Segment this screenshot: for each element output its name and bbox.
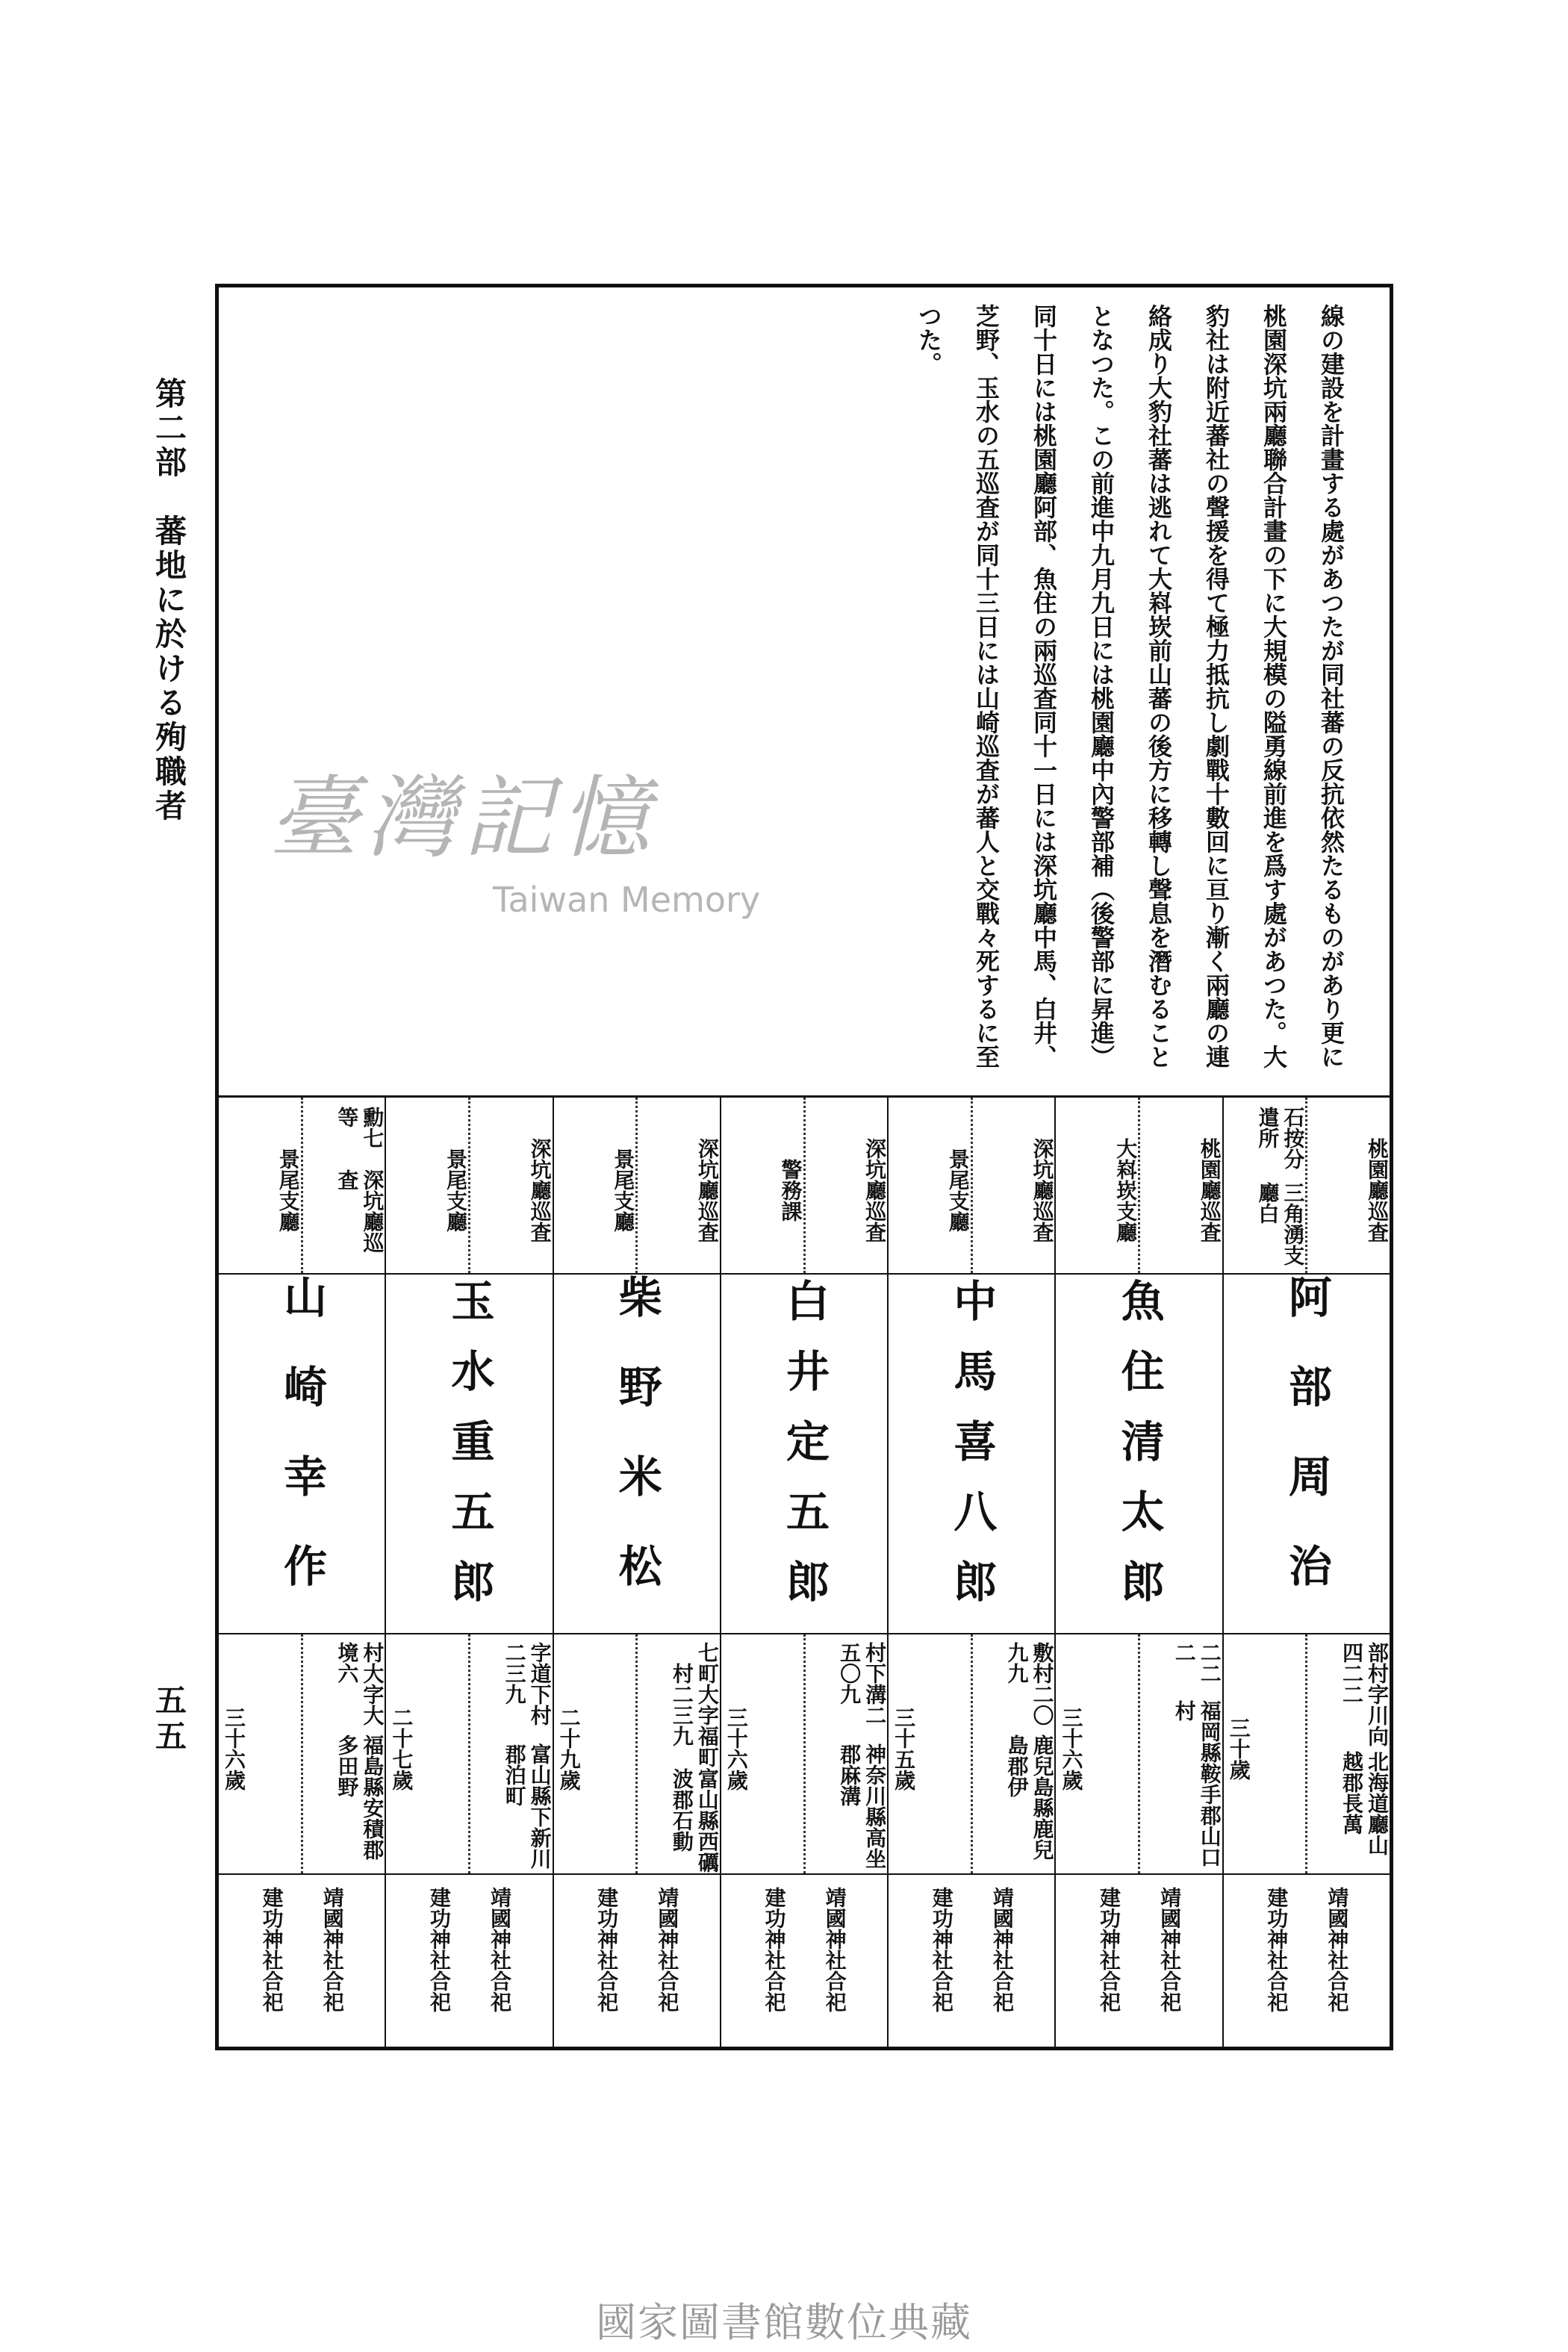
address-cell: [1138, 1634, 1222, 1873]
shrine-enshrinement: 靖國神社合祀: [822, 1887, 847, 2012]
rank-cell: [803, 1098, 888, 1273]
body-line: となつた。この前進中九月九日には桃園廳中內警部補（後警部に昇進）: [1087, 304, 1116, 1068]
body-line: つた。: [915, 304, 943, 376]
person-name: 柴野米松: [611, 1275, 662, 1633]
shrine-enshrinement: 靖國神社合祀: [989, 1887, 1015, 2012]
shrine-enshrinement: 靖國神社合祀: [488, 1887, 513, 2012]
address-line: 敷村二〇九九: [1004, 1642, 1055, 1726]
body-line: 同十日には桃園廳阿部、魚住の兩巡査同十一日には深坑廳中馬、白井、: [1030, 304, 1058, 1068]
shrine-enshrinement: 建功神社合祀: [1264, 1887, 1289, 2012]
address-cell: [301, 1634, 385, 1873]
address-cell: [1305, 1634, 1390, 1873]
shrine-enshrinement: 靖國神社合祀: [320, 1887, 345, 2012]
rank-line: 深坑廳巡査: [527, 1137, 553, 1242]
shrine-enshrinement: 靖國神社合祀: [655, 1887, 680, 2012]
address-line: 町大字福町村二三九: [669, 1663, 720, 1767]
address-line: 部村字川向四二二: [1340, 1642, 1390, 1746]
age-cell: 三十六歲: [1059, 1707, 1084, 1791]
record-header: [721, 1098, 887, 1275]
body-line: 線の建設を計畫する處があつたが同社蕃の反抗依然たるものがあり更に: [1317, 304, 1345, 1068]
person-name: 中馬喜八郎: [946, 1278, 998, 1629]
shrine-row: [1056, 1875, 1222, 2047]
person-name: 魚住清太郎: [1113, 1278, 1165, 1629]
address-cell: [635, 1634, 720, 1873]
address-row: [219, 1634, 385, 1875]
age-cell: 二十七歲: [389, 1707, 414, 1791]
unit-line: 景尾支廳: [276, 1148, 301, 1232]
rank-cell: [301, 1098, 385, 1273]
body-line: 桃園深坑兩廳聯合計畫の下に大規模の隘勇線前進を爲す處があつた。大: [1260, 304, 1288, 1068]
rank-cell: [971, 1098, 1055, 1273]
address-line: 村大字大境六: [335, 1642, 385, 1726]
address-line: 富山縣下新川郡泊町: [502, 1743, 553, 1869]
rank-cell: [1138, 1098, 1222, 1273]
address-line: 字道下村二三九: [502, 1642, 553, 1726]
record-header: [554, 1098, 720, 1275]
record-header: [1056, 1098, 1222, 1275]
rank-line: 桃園廳巡査: [1197, 1137, 1222, 1242]
rank-line: 深坑廳巡査: [862, 1137, 888, 1242]
memorial-table: [219, 1095, 1390, 2047]
shrine-enshrinement: 建功神社合祀: [426, 1887, 452, 2012]
record-header: [386, 1098, 552, 1275]
address-line: 北海道廳山越郡長萬: [1340, 1750, 1390, 1855]
address-cell: [468, 1634, 553, 1873]
unit-line: 景尾支廳: [945, 1148, 971, 1232]
unit-line: 石按分遣所: [1255, 1107, 1306, 1169]
record-column: [887, 1098, 1054, 2047]
record-column: [219, 1098, 385, 2047]
part-title: 第二部 蕃地に於ける殉職者: [151, 377, 187, 824]
age-cell: 三十五歲: [892, 1707, 917, 1791]
address-line: 富山縣西礪波郡石動: [669, 1768, 720, 1873]
shrine-row: [721, 1875, 887, 2047]
unit-line: 大嵙崁支廳: [1113, 1137, 1139, 1242]
unit-line: 警務課: [778, 1158, 803, 1222]
shrine-enshrinement: 建功神社合祀: [762, 1887, 787, 2012]
address-line: 福島縣安積郡多田野: [335, 1735, 385, 1860]
rank-line: 勳七等: [335, 1107, 385, 1148]
unit-cell: [1224, 1098, 1306, 1273]
address-row: [386, 1634, 552, 1875]
name-cell: [889, 1275, 1054, 1634]
shrine-row: [386, 1875, 552, 2047]
unit-cell: [219, 1098, 301, 1273]
unit-cell: [554, 1098, 636, 1273]
address-cell: [971, 1634, 1055, 1873]
shrine-enshrinement: 靖國神社合祀: [1325, 1887, 1350, 2012]
record-header: [889, 1098, 1054, 1275]
address-row: [1224, 1634, 1390, 1875]
record-column: [1054, 1098, 1222, 2047]
record-column: [385, 1098, 552, 2047]
address-line: 鹿兒島縣鹿兒島郡伊: [1004, 1735, 1055, 1860]
name-cell: [386, 1275, 552, 1634]
address-row: [554, 1634, 720, 1875]
rank-cell: [635, 1098, 720, 1273]
shrine-enshrinement: 建功神社合祀: [259, 1887, 284, 2012]
library-footer: 國家圖書館數位典藏: [596, 2299, 972, 2346]
page-frame: [215, 284, 1393, 2050]
body-line: 芝野、玉水の五巡査が同十三日には山崎巡査が蕃人と交戰々死するに至: [972, 304, 1001, 1068]
record-column: [1222, 1098, 1390, 2047]
shrine-row: [219, 1875, 385, 2047]
shrine-row: [889, 1875, 1054, 2047]
rank-line: 深坑廳巡査: [694, 1137, 720, 1242]
record-column: [720, 1098, 887, 2047]
shrine-enshrinement: 建功神社合祀: [1097, 1887, 1121, 2012]
person-name: 山崎幸作: [276, 1275, 328, 1633]
address-row: [721, 1634, 887, 1875]
unit-cell: [386, 1098, 468, 1273]
unit-cell: [889, 1098, 971, 1273]
address-line: 神奈川縣高坐郡麻溝: [837, 1743, 888, 1869]
unit-cell: [721, 1098, 803, 1273]
address-line: 村下溝二五〇九: [837, 1642, 888, 1726]
age-cell: 三十六歲: [724, 1707, 749, 1791]
unit-line: 景尾支廳: [611, 1148, 636, 1232]
body-text: [900, 304, 1360, 1095]
record-header: [1224, 1098, 1390, 1275]
watermark-chinese: 臺灣記憶: [269, 767, 657, 871]
address-line: 二二二: [1172, 1642, 1222, 1684]
address-row: [1056, 1634, 1222, 1875]
age-cell: 三十歲: [1226, 1717, 1251, 1780]
body-line: 絡成り大豹社蕃は逃れて大嵙崁前山蕃の後方に移轉し聲息を潛むること: [1145, 304, 1173, 1068]
address-row: [889, 1634, 1054, 1875]
shrine-row: [1224, 1875, 1390, 2047]
record-column: [553, 1098, 720, 2047]
address-line: 福岡縣鞍手郡山口村: [1172, 1699, 1222, 1867]
unit-line: 三角湧支廳白: [1255, 1182, 1306, 1266]
unit-line: 景尾支廳: [443, 1148, 468, 1232]
shrine-row: [554, 1875, 720, 2047]
name-cell: [1224, 1275, 1390, 1634]
watermark-english: Taiwan Memory: [493, 880, 761, 920]
age-cell: 二十九歲: [556, 1707, 582, 1791]
person-name: 阿部周治: [1281, 1275, 1332, 1633]
address-cell: [803, 1634, 888, 1873]
address-line: 七: [694, 1642, 720, 1663]
shrine-enshrinement: 建功神社合祀: [929, 1887, 954, 2012]
age-cell: 三十六歲: [222, 1707, 247, 1791]
name-cell: [1056, 1275, 1222, 1634]
unit-cell: [1056, 1098, 1138, 1273]
person-name: 玉水重五郎: [444, 1278, 495, 1629]
person-name: 白井定五郎: [779, 1278, 830, 1629]
name-cell: [554, 1275, 720, 1634]
rank-cell: [468, 1098, 553, 1273]
page-number: 五五: [151, 1684, 187, 1755]
rank-line: 深坑廳巡査: [1030, 1137, 1055, 1242]
rank-line: 深坑廳巡査: [335, 1169, 385, 1253]
body-line: 豹社は附近蕃社の聲援を得て極力抵抗し劇戰十數回に亘り漸く兩廳の連: [1202, 304, 1231, 1068]
record-header: [219, 1098, 385, 1275]
rank-cell: [1305, 1098, 1390, 1273]
rank-line: 桃園廳巡査: [1365, 1137, 1390, 1242]
name-cell: [219, 1275, 385, 1634]
shrine-enshrinement: 建功神社合祀: [594, 1887, 620, 2012]
shrine-enshrinement: 靖國神社合祀: [1157, 1887, 1183, 2012]
name-cell: [721, 1275, 887, 1634]
